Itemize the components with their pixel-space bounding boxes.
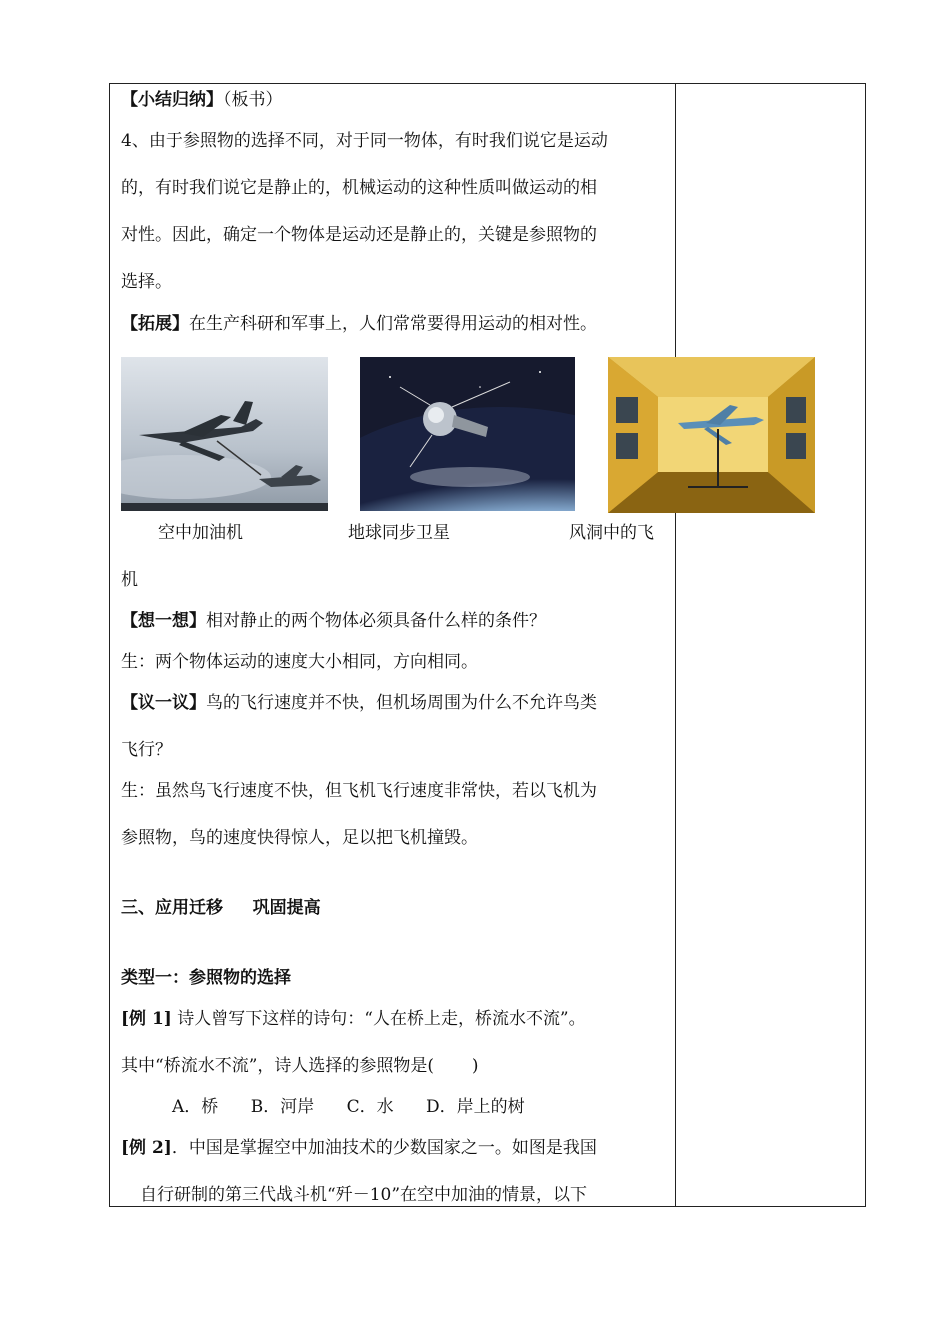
think-heading: 【想一想】 [121, 611, 206, 631]
example-2-text: ．中国是掌握空中加油技术的少数国家之一。如图是我国 [171, 1138, 597, 1158]
point4-line-1: 4、由于参照物的选择不同，对于同一物体，有时我们说它是运动 [121, 131, 608, 151]
point4-line-4: 选择。 [121, 272, 172, 292]
point4-line-3: 对性。因此，确定一个物体是运动还是静止的，关键是参照物的 [121, 225, 597, 245]
discuss-answer-1: 生：虽然鸟飞行速度不快，但飞机飞行速度非常快，若以飞机为 [121, 781, 597, 801]
discuss-line [121, 692, 597, 714]
extend-text: 在生产科研和军事上，人们常常要得用运动的相对性。 [189, 314, 597, 334]
satellite-image [360, 357, 575, 511]
example-2-line-1 [121, 1137, 597, 1159]
discuss-text-cont: 飞行？ [121, 740, 172, 760]
summary-line [121, 89, 283, 111]
extend-heading: 【拓展】 [121, 314, 189, 334]
extend-line [121, 313, 597, 335]
section-3-title: 三、应用迁移 巩固提高 [121, 898, 321, 918]
refueling-plane-image [121, 357, 328, 511]
think-answer: 生：两个物体运动的速度大小相同，方向相同。 [121, 652, 478, 672]
example-1-options: A．桥 B．河岸 C．水 D．岸上的树 [172, 1097, 525, 1117]
example-1-line-2: 其中“桥流水不流”，诗人选择的参照物是( ) [121, 1056, 479, 1076]
caption-satellite: 地球同步卫星 [348, 523, 450, 543]
example-1-label: [例 1] [121, 1009, 172, 1029]
discuss-heading: 【议一议】 [121, 693, 206, 713]
discuss-text: 鸟的飞行速度并不快，但机场周围为什么不允许鸟类 [206, 693, 597, 713]
example-2-label: [例 2] [121, 1138, 172, 1158]
caption-wind-tunnel: 风洞中的飞 [569, 523, 654, 543]
point4-line-2: 的，有时我们说它是静止的，机械运动的这种性质叫做运动的相 [121, 178, 597, 198]
example-1-text: 诗人曾写下这样的诗句：“人在桥上走，桥流水不流”。 [171, 1009, 586, 1029]
discuss-answer-2: 参照物，鸟的速度快得惊人，足以把飞机撞毁。 [121, 828, 478, 848]
think-text: 相对静止的两个物体必须具备什么样的条件？ [206, 611, 546, 631]
caption-wind-tunnel-cont: 机 [121, 570, 138, 590]
example-2-line-2: 自行研制的第三代战斗机“歼－10”在空中加油的情景，以下 [140, 1185, 588, 1205]
wind-tunnel-image [608, 357, 815, 513]
type-1-title: 类型一：参照物的选择 [121, 968, 291, 988]
table-frame [109, 83, 866, 1207]
summary-heading: 【小结归纳】 [121, 90, 223, 110]
caption-refueling: 空中加油机 [158, 523, 243, 543]
summary-note: （板书） [223, 90, 283, 110]
example-1-line-1 [121, 1008, 586, 1030]
column-divider [675, 83, 676, 1207]
think-line [121, 610, 546, 632]
